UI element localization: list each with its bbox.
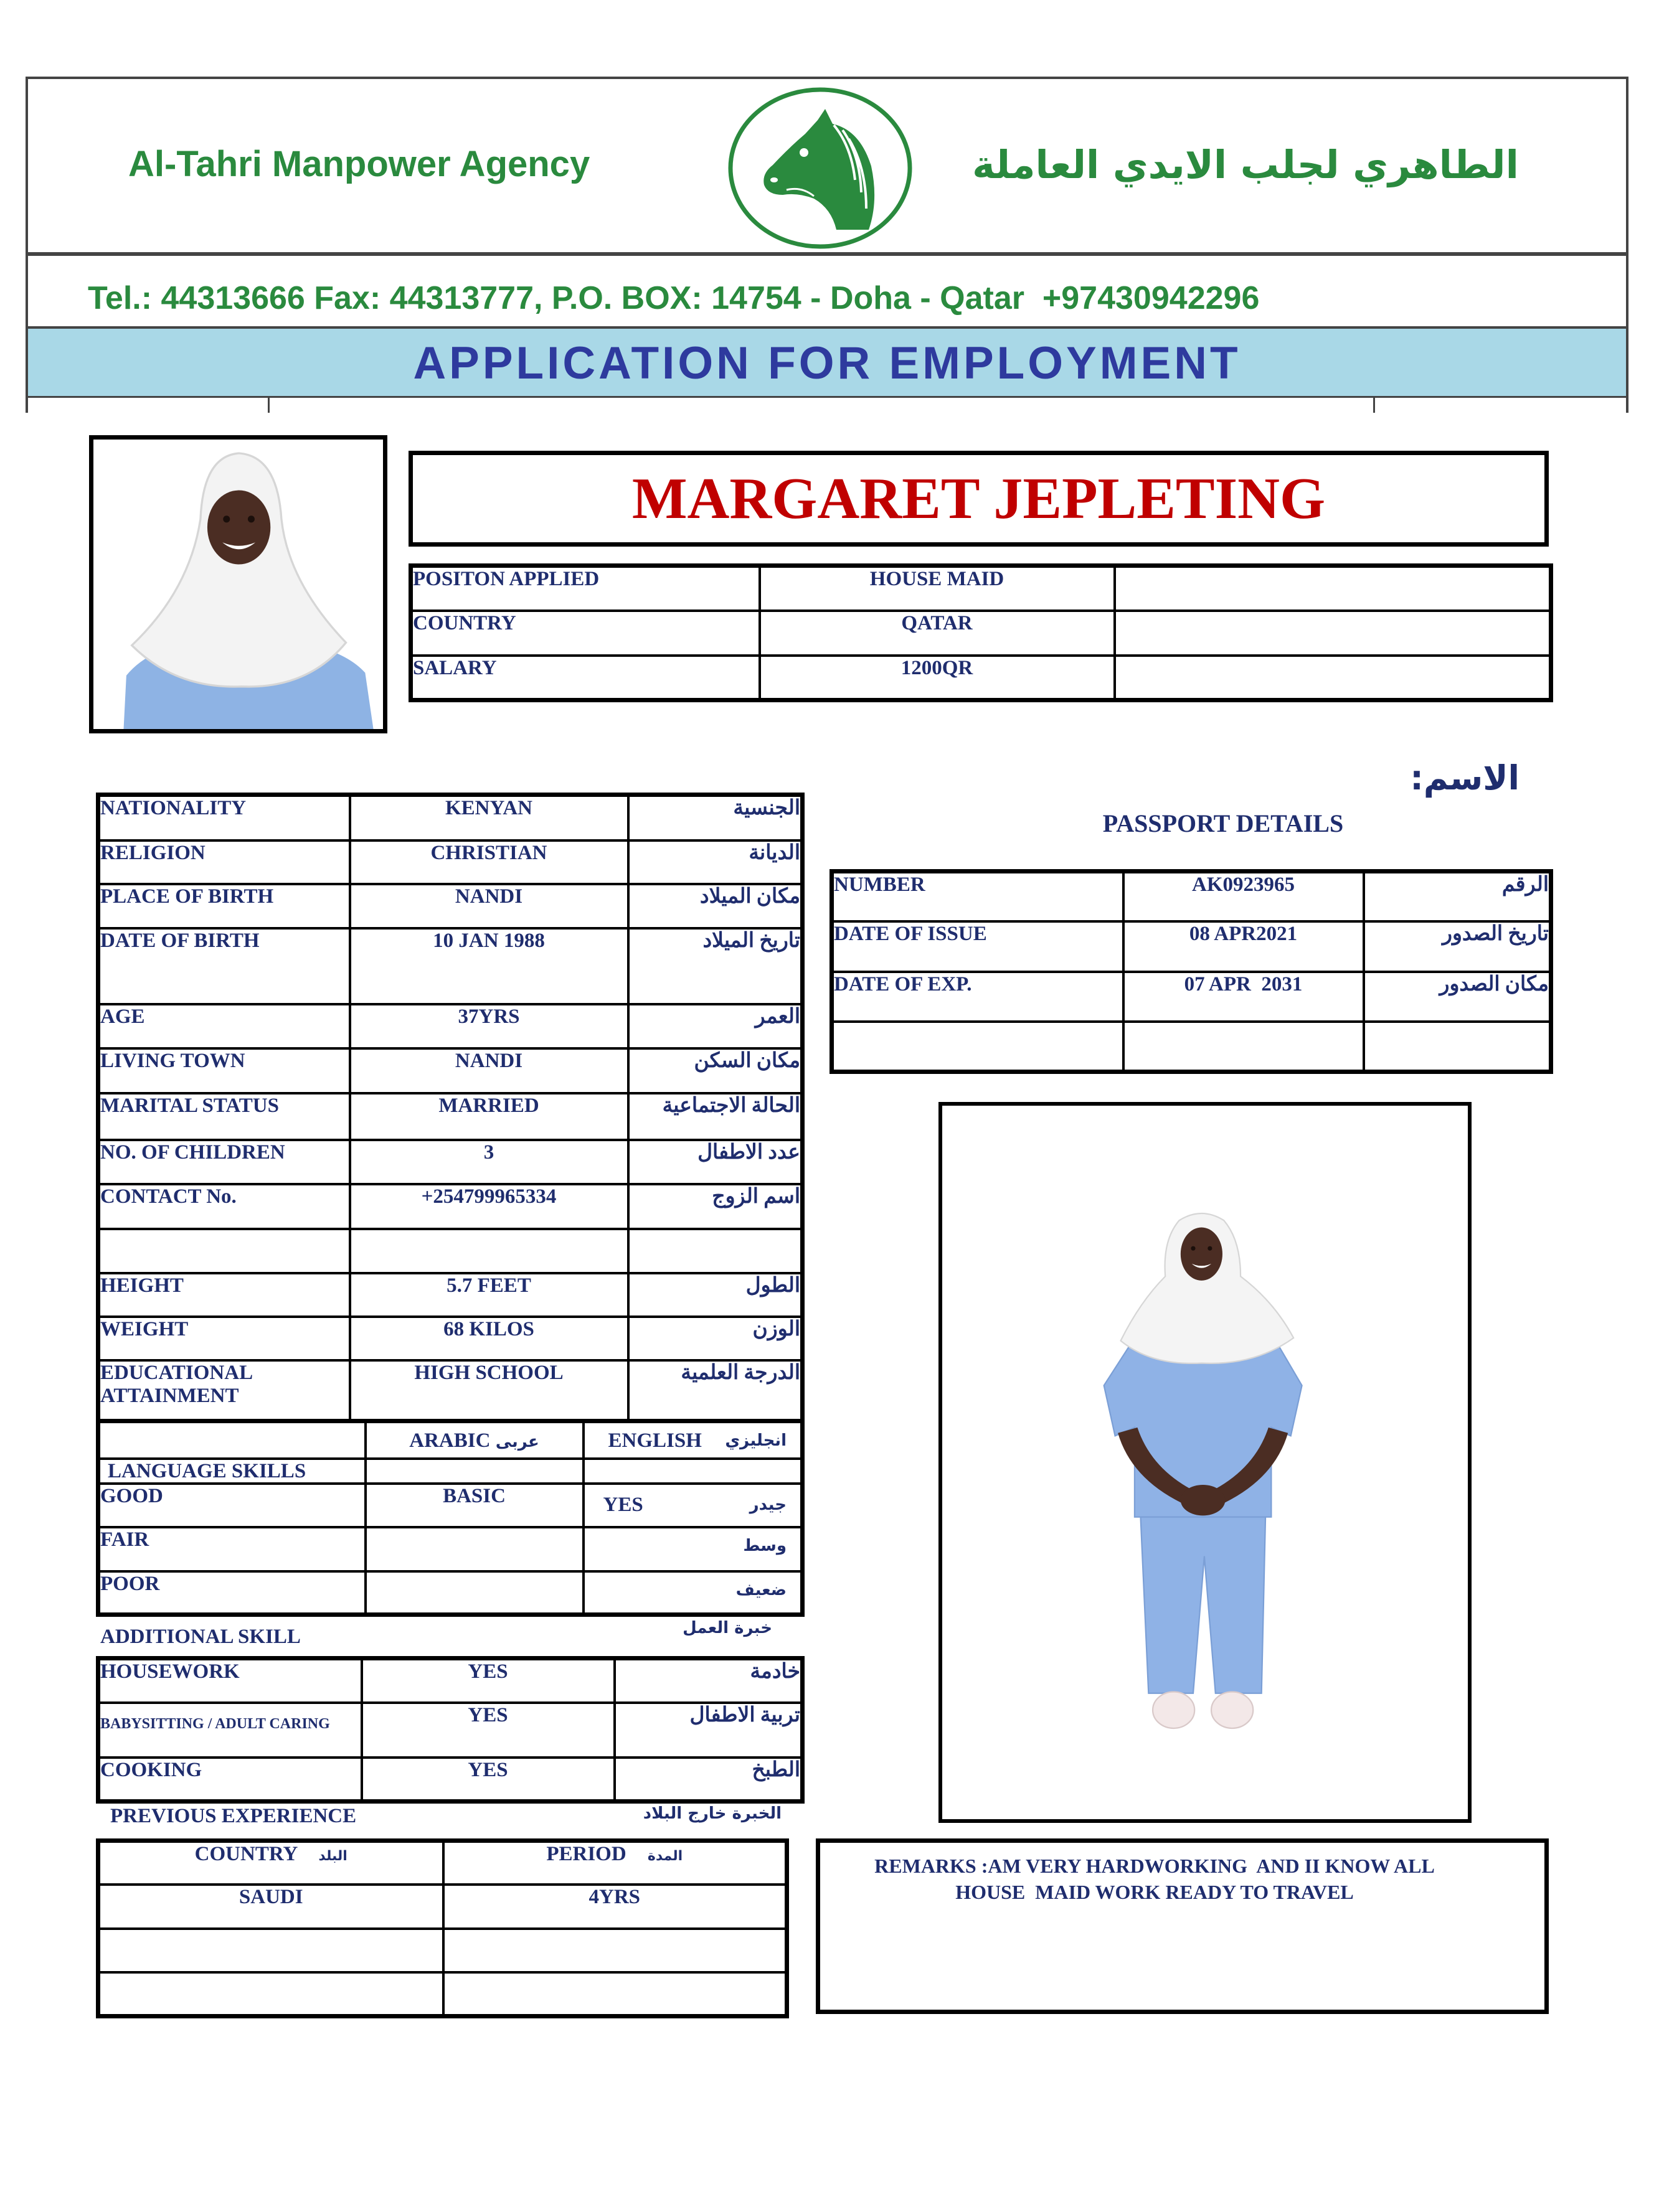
table-row: [98, 1317, 803, 1360]
age-value: 37YRS: [350, 1004, 628, 1048]
table-row: [98, 1659, 803, 1703]
empty-cell: [1115, 566, 1551, 611]
education-value: HIGH SCHOOL: [350, 1360, 628, 1421]
table-row: [832, 921, 1551, 972]
level-fair-label-arabic: وسط: [743, 1536, 787, 1555]
education-label: EDUCATIONAL ATTAINMENT: [98, 1360, 350, 1421]
table-row: [98, 1527, 803, 1571]
level-poor-label: POOR: [98, 1571, 366, 1615]
empty-cell: [1364, 1022, 1551, 1072]
english-language-label-arabic: انجليزي: [725, 1431, 787, 1451]
empty-cell: [628, 1229, 803, 1273]
english-good-value: YES: [603, 1493, 643, 1516]
living-town-value: NANDI: [350, 1048, 628, 1093]
cooking-label: COOKING: [98, 1758, 362, 1802]
table-row: [98, 1093, 803, 1140]
form-title-band: [28, 329, 1626, 396]
living-town-label: LIVING TOWN: [98, 1048, 350, 1093]
english-language-label: ENGLISH: [608, 1429, 702, 1452]
additional-skill-title-arabic: خبرة العمل: [683, 1619, 772, 1637]
table-row: [98, 1273, 803, 1317]
arabic-language-header: [366, 1421, 584, 1459]
arabic-good-value: BASIC: [366, 1484, 584, 1527]
table-row: [98, 1459, 803, 1484]
experience-period: 4YRS: [443, 1885, 787, 1929]
country-value: QATAR: [760, 611, 1115, 656]
living-town-label-arabic: مكان السكن: [628, 1048, 803, 1093]
weight-label-arabic: الوزن: [628, 1317, 803, 1360]
education-label-arabic: الدرجة العلمية: [628, 1360, 803, 1421]
position-label: POSITON APPLIED: [411, 566, 760, 611]
table-row: [832, 872, 1551, 921]
table-row: [98, 1229, 803, 1273]
passport-details-title: PASSPORT DETAILS: [1102, 809, 1344, 837]
date-of-issue-value: 08 APR2021: [1123, 921, 1364, 972]
form-title: APPLICATION FOR EMPLOYMENT: [413, 338, 1241, 388]
children-count-value: 3: [350, 1140, 628, 1184]
horse-head-icon: [727, 87, 914, 250]
nationality-label-arabic: الجنسية: [628, 795, 803, 840]
table-row: [832, 1022, 1551, 1072]
empty-cell: [1123, 1022, 1364, 1072]
cooking-value: YES: [362, 1758, 615, 1802]
table-row: [98, 840, 803, 884]
additional-skill-title: ADDITIONAL SKILL: [100, 1626, 301, 1648]
letterhead-divider: [26, 252, 1628, 256]
date-of-expiry-label-arabic: مكان الصدور: [1364, 972, 1551, 1022]
place-of-birth-label-arabic: مكان الميلاد: [628, 884, 803, 928]
previous-experience-title: PREVIOUS EXPERIENCE: [110, 1805, 357, 1827]
table-row: [98, 1421, 803, 1459]
table-row: [832, 972, 1551, 1022]
applicant-full-body-photo: [938, 1102, 1472, 1823]
empty-cell: [832, 1022, 1123, 1072]
level-fair-label: FAIR: [98, 1527, 366, 1571]
language-skills-table: [96, 1419, 805, 1617]
arabic-poor-value: [366, 1571, 584, 1615]
religion-value: CHRISTIAN: [350, 840, 628, 884]
age-label: AGE: [98, 1004, 350, 1048]
religion-label-arabic: الديانة: [628, 840, 803, 884]
period-column-label: PERIOD: [546, 1843, 626, 1865]
table-row: [98, 1140, 803, 1184]
height-label-arabic: الطول: [628, 1273, 803, 1317]
table-row: [98, 1885, 787, 1929]
nationality-value: KENYAN: [350, 795, 628, 840]
country-column-header: [98, 1841, 443, 1885]
table-row: [411, 566, 1551, 611]
level-poor-label-arabic: ضعيف: [735, 1580, 787, 1599]
passport-number-label-arabic: الرقم: [1364, 872, 1551, 921]
empty-cell: [98, 1972, 443, 2017]
table-row: [98, 795, 803, 840]
country-column-label-arabic: البلد: [318, 1848, 347, 1864]
level-good-label-arabic: جيدر: [749, 1495, 787, 1514]
period-column-label-arabic: المدة: [647, 1848, 683, 1864]
children-count-label: NO. OF CHILDREN: [98, 1140, 350, 1184]
empty-cell: [98, 1421, 366, 1459]
portrait-figure: [93, 440, 383, 729]
table-row: [98, 884, 803, 928]
table-row: [98, 1929, 787, 1972]
arabic-fair-value: [366, 1527, 584, 1571]
personal-details-table: [96, 793, 805, 1423]
housework-value: YES: [362, 1659, 615, 1703]
salary-label: SALARY: [411, 656, 760, 700]
religion-label: RELIGION: [98, 840, 350, 884]
babysitting-label: BABYSITTING / ADULT CARING: [98, 1703, 362, 1758]
date-of-expiry-label: DATE OF EXP.: [832, 972, 1123, 1022]
remarks-box: [816, 1838, 1549, 2014]
additional-skills-table: [96, 1656, 805, 1804]
place-of-birth-label: PLACE OF BIRTH: [98, 884, 350, 928]
height-label: HEIGHT: [98, 1273, 350, 1317]
position-value: HOUSE MAID: [760, 566, 1115, 611]
applicant-portrait-photo: [89, 435, 387, 733]
letterhead-divider: [268, 398, 270, 413]
table-row: [98, 1004, 803, 1048]
full-body-figure: [942, 1106, 1468, 1819]
housework-label: HOUSEWORK: [98, 1659, 362, 1703]
table-row: [98, 1841, 787, 1885]
previous-experience-title-arabic: الخبرة خارج البلاد: [643, 1804, 782, 1823]
empty-cell: [98, 1929, 443, 1972]
date-of-birth-value: 10 JAN 1988: [350, 928, 628, 1004]
table-row: [98, 1484, 803, 1527]
language-skills-title: LANGUAGE SKILLS: [98, 1459, 366, 1484]
contact-number-value: +254799965334: [350, 1184, 628, 1229]
arabic-language-label: ARABIC: [409, 1429, 491, 1452]
table-row: [98, 1972, 787, 2017]
salary-value: 1200QR: [760, 656, 1115, 700]
babysitting-value: YES: [362, 1703, 615, 1758]
english-fair-cell: [584, 1527, 803, 1571]
previous-experience-table: [96, 1838, 789, 2018]
weight-label: WEIGHT: [98, 1317, 350, 1360]
remarks-line: REMARKS :AM VERY HARDWORKING AND II KNOW ALL: [874, 1855, 1435, 1877]
agency-name-english: Al-Tahri Manpower Agency: [128, 144, 590, 184]
table-row: [98, 1758, 803, 1802]
empty-cell: [443, 1972, 787, 2017]
date-of-issue-label-arabic: تاريخ الصدور: [1364, 921, 1551, 972]
contact-number-label-arabic: اسم الزوج: [628, 1184, 803, 1229]
empty-cell: [443, 1929, 787, 1972]
empty-cell: [584, 1459, 803, 1484]
letterhead-divider: [1373, 398, 1375, 413]
empty-cell: [366, 1459, 584, 1484]
weight-value: 68 KILOS: [350, 1317, 628, 1360]
housework-label-arabic: خادمة: [615, 1659, 803, 1703]
english-poor-cell: [584, 1571, 803, 1615]
table-row: [98, 1360, 803, 1421]
children-count-label-arabic: عدد الاطفال: [628, 1140, 803, 1184]
arabic-language-label-arabic: عربى: [495, 1433, 539, 1451]
table-row: [411, 611, 1551, 656]
marital-status-value: MARRIED: [350, 1093, 628, 1140]
experience-country: SAUDI: [98, 1885, 443, 1929]
passport-table: [830, 869, 1553, 1074]
date-of-issue-label: DATE OF ISSUE: [832, 921, 1123, 972]
passport-number-value: AK0923965: [1123, 872, 1364, 921]
country-label: COUNTRY: [411, 611, 760, 656]
position-table: [409, 563, 1553, 702]
cooking-label-arabic: الطبخ: [615, 1758, 803, 1802]
agency-contact-line: Tel.: 44313666 Fax: 44313777, P.O. BOX: 14754 - Doha - Qatar +97430942296: [88, 280, 1260, 316]
empty-cell: [1115, 611, 1551, 656]
date-of-expiry-value: 07 APR 2031: [1123, 972, 1364, 1022]
marital-status-label: MARITAL STATUS: [98, 1093, 350, 1140]
remarks-line: HOUSE MAID WORK READY TO TRAVEL: [955, 1881, 1354, 1903]
place-of-birth-value: NANDI: [350, 884, 628, 928]
table-row: [98, 1703, 803, 1758]
empty-cell: [350, 1229, 628, 1273]
empty-cell: [1115, 656, 1551, 700]
empty-cell: [98, 1229, 350, 1273]
height-value: 5.7 FEET: [350, 1273, 628, 1317]
table-row: [98, 928, 803, 1004]
passport-number-label: NUMBER: [832, 872, 1123, 921]
table-row: [98, 1048, 803, 1093]
nationality-label: NATIONALITY: [98, 795, 350, 840]
date-of-birth-label: DATE OF BIRTH: [98, 928, 350, 1004]
remarks-text: [834, 1853, 1475, 1905]
applicant-name-box: [409, 451, 1549, 547]
name-label-arabic: الاسم:: [1410, 758, 1520, 798]
table-row: [411, 656, 1551, 700]
english-language-header: [584, 1421, 803, 1459]
country-column-label: COUNTRY: [194, 1843, 298, 1865]
table-row: [98, 1571, 803, 1615]
letterhead-divider: [26, 396, 1628, 398]
english-good-cell: [584, 1484, 803, 1527]
table-row: [98, 1184, 803, 1229]
agency-name-arabic: الطاهري لجلب الايدي العاملة: [972, 142, 1519, 187]
age-label-arabic: العمر: [628, 1004, 803, 1048]
contact-number-label: CONTACT No.: [98, 1184, 350, 1229]
date-of-birth-label-arabic: تاريخ الميلاد: [628, 928, 803, 1004]
applicant-name: MARGARET JEPLETING: [631, 466, 1326, 531]
babysitting-label-arabic: تربية الاطفال: [615, 1703, 803, 1758]
level-good-label: GOOD: [98, 1484, 366, 1527]
period-column-header: [443, 1841, 787, 1885]
marital-status-label-arabic: الحالة الاجتماعية: [628, 1093, 803, 1140]
